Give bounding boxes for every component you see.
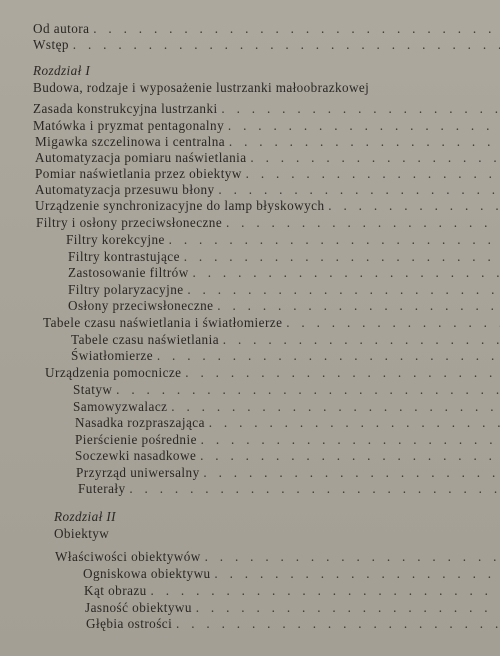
toc-subentry: Soczewki nasadkowe . . <box>0 448 500 464</box>
toc-entry: Automatyzacja przesuwu błony . . <box>0 182 500 198</box>
toc-entry: Urządzenie synchronizacyjne do lamp błyskowych . . <box>0 198 500 214</box>
toc-subentry: Nasadka rozpraszająca . . <box>0 415 500 431</box>
toc-subentry: Kąt obrazu . . <box>0 583 500 599</box>
toc-subentry: Filtry korekcyjne . . <box>0 232 500 248</box>
toc-subentry: Filtry polaryzacyjne . . <box>0 282 500 298</box>
toc-entry: Właściwości obiektywów . . <box>0 549 500 565</box>
chapter-title: Obiektyw <box>54 526 110 541</box>
toc-subentry: Pierścienie pośrednie . . <box>0 432 500 448</box>
toc-subentry: Futerały . . <box>0 481 500 497</box>
toc-subentry: Zastosowanie filtrów . . <box>0 265 500 281</box>
toc-entry: Filtry i osłony przeciwsłoneczne . . <box>0 215 500 231</box>
toc-subentry: Statyw . . <box>0 382 500 398</box>
chapter-title: Budowa, rodzaje i wyposażenie lustrzanki małoobrazkowej <box>33 80 370 95</box>
toc-entry: Automatyzacja pomiaru naświetlania . . <box>0 150 500 166</box>
toc-entry: Zasada konstrukcyjna lustrzanki . . <box>0 101 500 117</box>
toc-entry: Pomiar naświetlania przez obiektyw . . <box>0 166 500 182</box>
chapter-label: Rozdział II <box>54 509 116 524</box>
toc-entry: Wstęp . . <box>0 37 500 53</box>
toc-subentry: Ogniskowa obiektywu . . <box>0 566 500 582</box>
toc-subentry: Głębia ostrości . . <box>0 616 500 632</box>
toc-entry: Tabele czasu naświetlania i światłomierze . . <box>0 315 500 331</box>
toc-entry: Matówka i pryzmat pentagonalny . . <box>0 118 500 134</box>
toc-entry: Migawka szczelinowa i centralna . . <box>0 134 500 150</box>
toc-entry: Od autora . . <box>0 21 500 37</box>
toc-subentry: Osłony przeciwsłoneczne . . <box>0 298 500 314</box>
toc-subentry: Filtry kontrastujące . . <box>0 249 500 265</box>
toc-entry: Urządzenia pomocnicze . . <box>0 365 500 381</box>
toc-subentry: Samowyzwalacz . . <box>0 399 500 415</box>
toc-subentry: Jasność obiektywu . . <box>0 600 500 616</box>
toc-subentry: Tabele czasu naświetlania . . <box>0 332 500 348</box>
chapter-label: Rozdział I <box>33 63 91 78</box>
toc-subentry: Światłomierze . . <box>0 348 500 364</box>
toc-subentry: Przyrząd uniwersalny . . <box>0 465 500 481</box>
